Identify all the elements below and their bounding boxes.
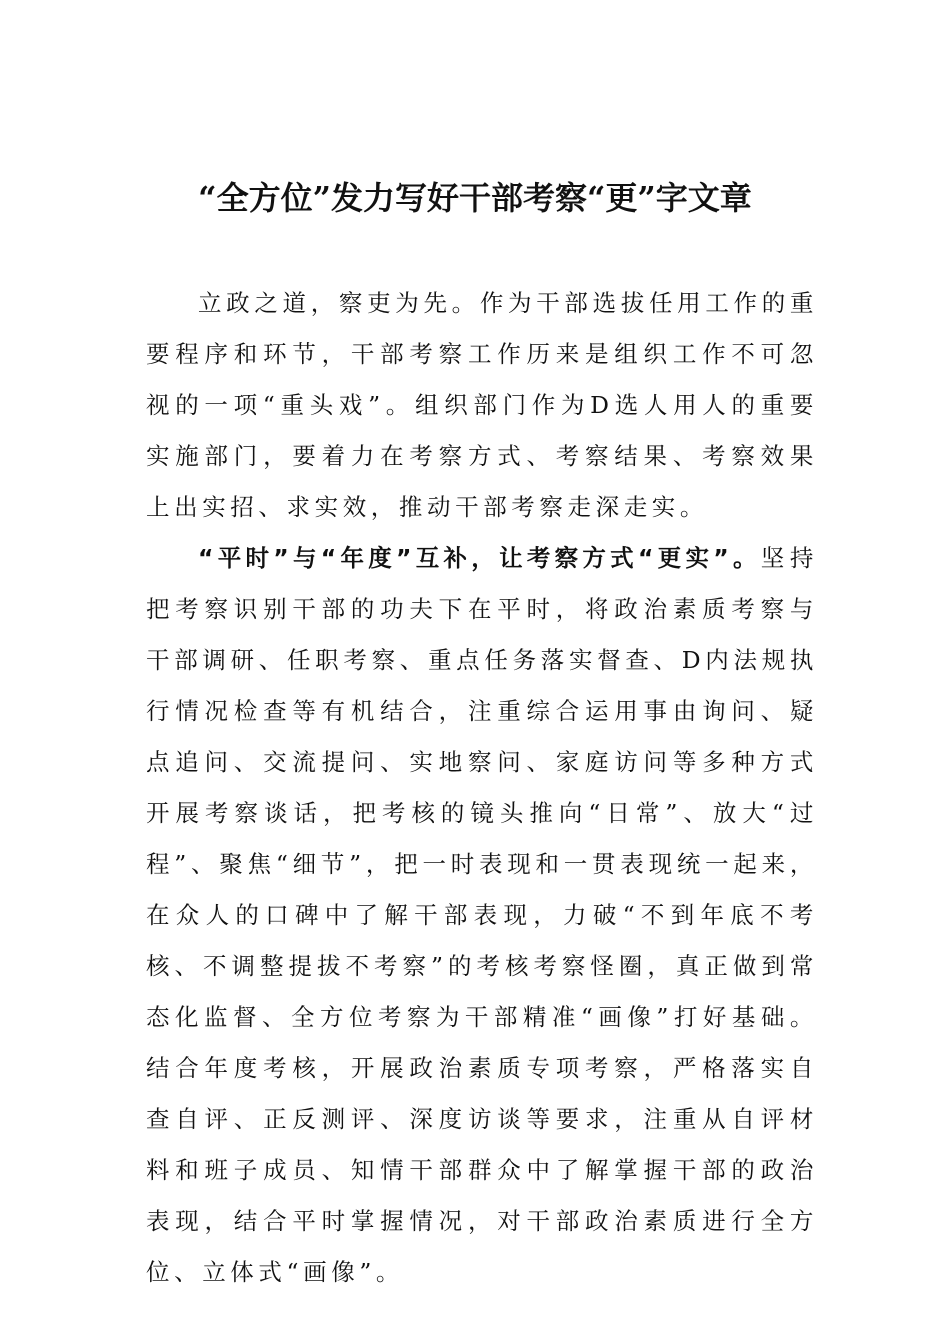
paragraph-intro <box>146 278 818 533</box>
section-1-heading: “平时”与“年度”互补，让考察方式“更实”。 <box>198 544 761 572</box>
paragraph-section-1-text: 坚持把考察识别干部的功夫下在平时，将政治素质考察与干部调研、任职考察、重点任务落实督查、D内法规执行情况检查等有机结合，注重综合运用事由询问、疑点追问、交流提问、实地察问、家庭访问等多种方式开展考察谈话，把考核的镜头推向“日常”、放大“过程”、聚焦“细节”，把一时表现和一贯表现统一起来，在众人的口碑中了解干部表现，力破“不到年底不考核、不调整提拔不考察”的考核考察怪圈，真正做到常态化监督、全方位考察为干部精准“画像”打好基础。结合年度考核，开展政治素质专项考察，严格落实自查自评、正反测评、深度访谈等要求，注重从自评材料和班子成员、知情干部群众中了解掌握干部的政治表现，结合平时掌握情况，对干部政治素质进行全方位、立体式“画像”。 <box>146 544 818 1286</box>
document-title: “全方位”发力写好干部考察“更”字文章 <box>198 179 752 217</box>
document-body <box>146 278 818 1298</box>
paragraph-section-1 <box>146 533 818 1298</box>
paragraph-intro-text: 立政之道，察吏为先。作为干部选拔任用工作的重要程序和环节，干部考察工作历来是组织工作不可忽视的一项“重头戏”。组织部门作为D选人用人的重要实施部门，要着力在考察方式、考察结果、考察效果上出实招、求实效，推动干部考察走深走实。 <box>146 289 818 521</box>
